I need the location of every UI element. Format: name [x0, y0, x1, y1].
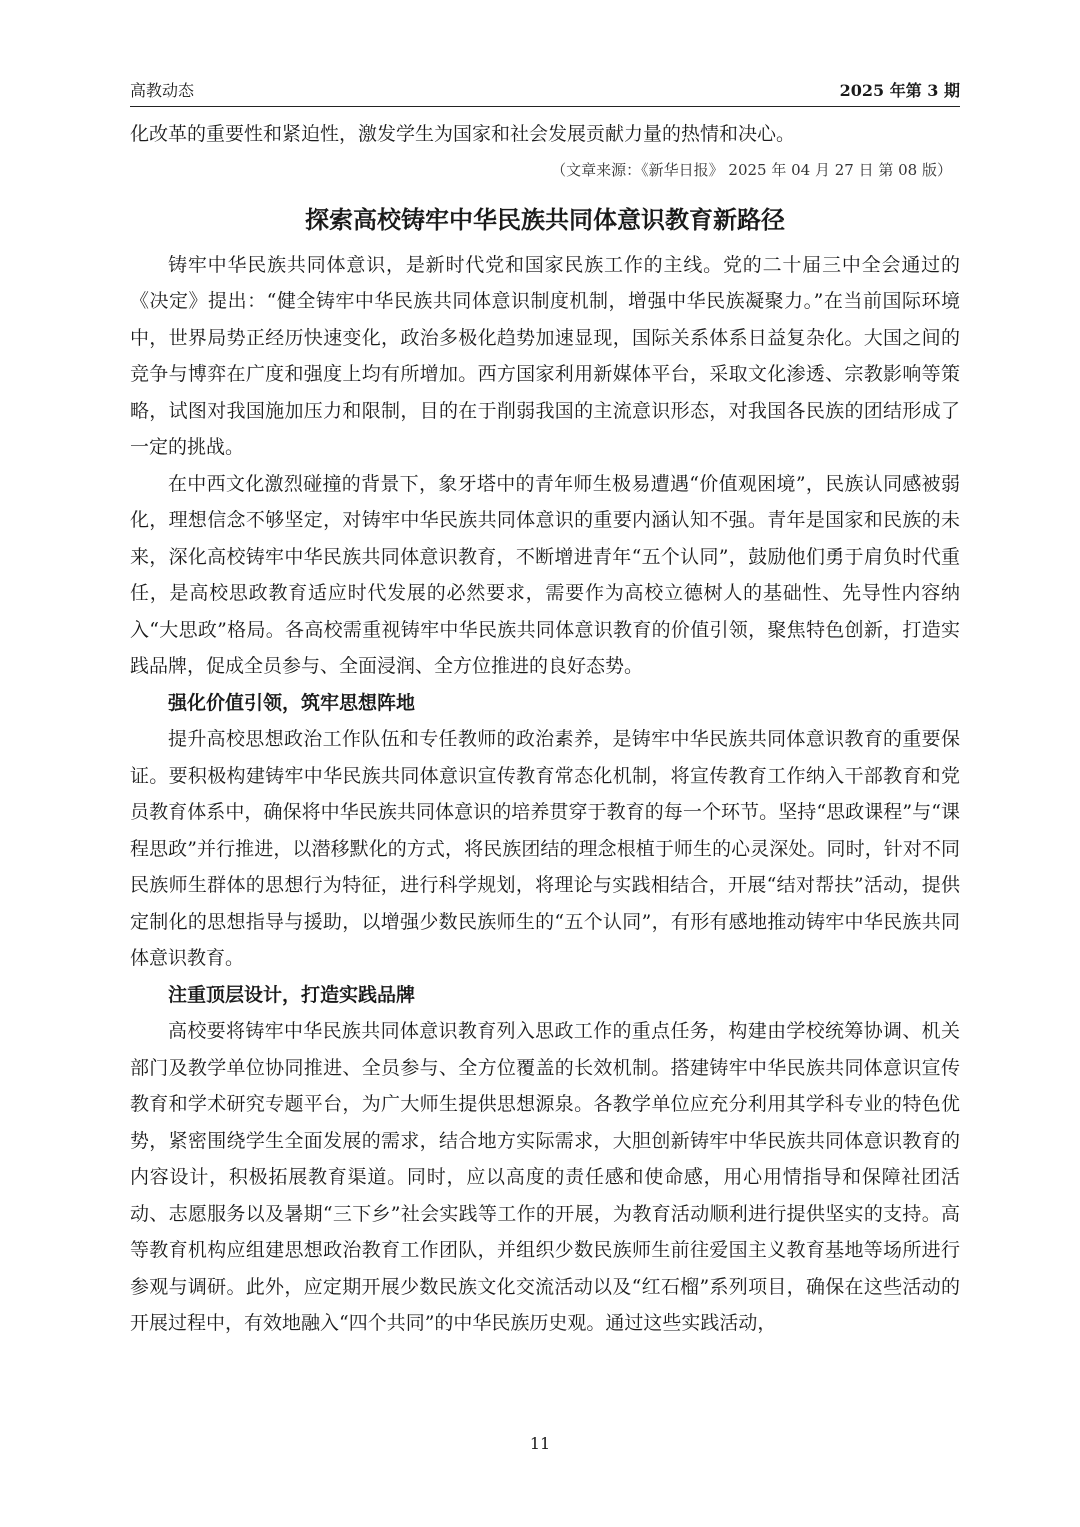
body-paragraph: 铸牢中华民族共同体意识，是新时代党和国家民族工作的主线。党的二十届三中全会通过的《决定》提出：“健全铸牢中华民族共同体意识制度机制，增强中华民族凝聚力。”在当前国际环境中，世界局势正经历快速变化，政治多极化趋势加速显现，国际关系体系日益复杂化。大国之间的竞争与博弈在广度和强度上均有所增加。西方国家利用新媒体平台，采取文化渗透、宗教影响等策略，试图对我国施加压力和限制，目的在于削弱我国的主流意识形态，对我国各民族的团结形成了一定的挑战。: [130, 253, 960, 458]
journal-name: 高教动态: [130, 81, 195, 100]
page-number: 11: [529, 1434, 551, 1453]
section-paragraph: 提升高校思想政治工作队伍和专任教师的政治素养，是铸牢中华民族共同体意识教育的重要保证。要积极构建铸牢中华民族共同体意识宣传教育常态化机制，将宣传教育工作纳入干部教育和党员教育体系中，确保将中华民族共同体意识的培养贯穿于教育的每一个环节。坚持“思政课程”与“课程思政”并行推进，以潜移默化的方式，将民族团结的理念根植于师生的心灵深处。同时，针对不同民族师生群体的思想行为特征，进行科学规划，将理论与实践相结合，开展“结对帮扶”活动，提供定制化的思想指导与援助，以增强少数民族师生的“五个认同”，有形有感地推动铸牢中华民族共同体意识教育。: [130, 728, 960, 969]
previous-article-ending: 化改革的重要性和紧迫性，激发学生为国家和社会发展贡献力量的热情和决心。: [130, 123, 796, 145]
page-content: [130, 116, 960, 1342]
issue-number: 2025 年第 3 期: [839, 81, 960, 100]
body-paragraph: 在中西文化激烈碰撞的背景下，象牙塔中的青年师生极易遭遇“价值观困境”，民族认同感被弱化，理想信念不够坚定，对铸牢中华民族共同体意识的重要内涵认知不强。青年是国家和民族的未来，深化高校铸牢中华民族共同体意识教育，不断增进青年“五个认同”，鼓励他们勇于肩负时代重任，是高校思政教育适应时代发展的必然要求，需要作为高校立德树人的基础性、先导性内容纳入“大思政”格局。各高校需重视铸牢中华民族共同体意识教育的价值引领，聚焦特色创新，打造实践品牌，促成全员参与、全面浸润、全方位推进的良好态势。: [130, 472, 960, 677]
section-paragraph: 高校要将铸牢中华民族共同体意识教育列入思政工作的重点任务，构建由学校统筹协调、机关部门及教学单位协同推进、全员参与、全方位覆盖的长效机制。搭建铸牢中华民族共同体意识宣传教育和学术研究专题平台，为广大师生提供思想源泉。各教学单位应充分利用其学科专业的特色优势，紧密围绕学生全面发展的需求，结合地方实际需求，大胆创新铸牢中华民族共同体意识教育的内容设计，积极拓展教育渠道。同时，应以高度的责任感和使命感，用心用情指导和保障社团活动、志愿服务以及暑期“三下乡”社会实践等工作的开展，为教育活动顺利进行提供坚实的支持。高等教育机构应组建思想政治教育工作团队，并组织少数民族师生前往爱国主义教育基地等场所进行参观与调研。此外，应定期开展少数民族文化交流活动以及“红石榴”系列项目，确保在这些活动的开展过程中，有效地融入“四个共同”的中华民族历史观。通过这些实践活动，: [130, 1020, 960, 1334]
section-heading: 注重顶层设计，打造实践品牌: [168, 983, 416, 1006]
running-header: [130, 78, 960, 107]
section-heading: 强化价值引领，筑牢思想阵地: [168, 691, 416, 714]
article-source: （文章来源：《新华日报》 2025 年 04 月 27 日 第 08 版）: [551, 160, 952, 179]
article-title: 探索高校铸牢中华民族共同体意识教育新路径: [305, 205, 785, 234]
